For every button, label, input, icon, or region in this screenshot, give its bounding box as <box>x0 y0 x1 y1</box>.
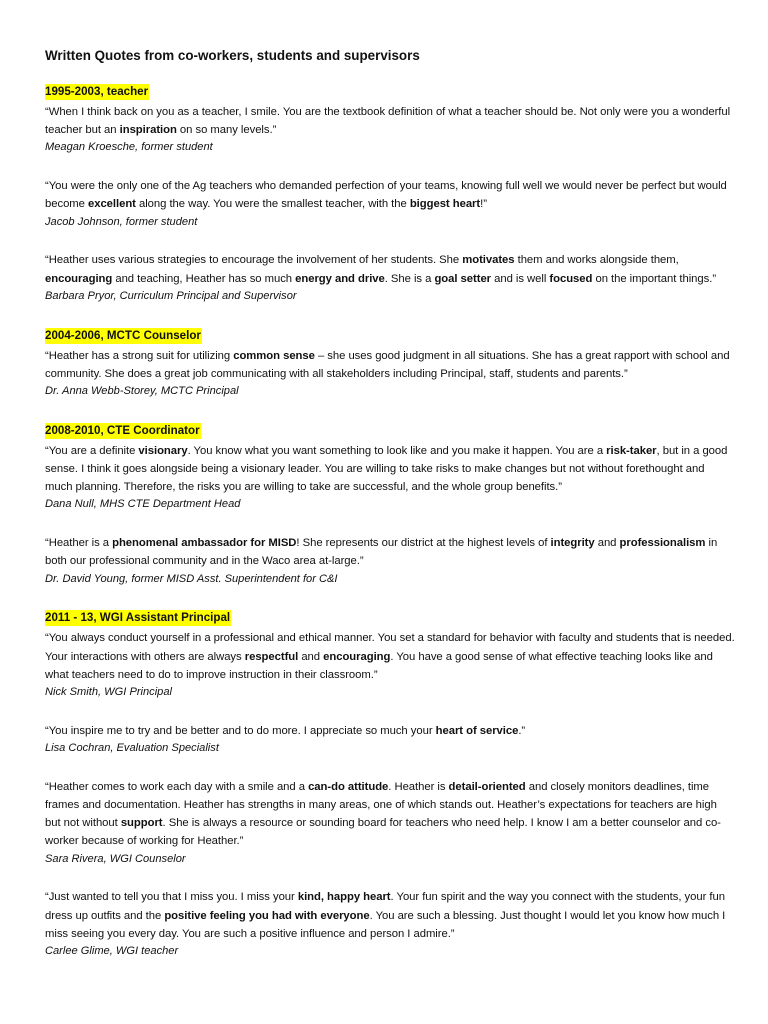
emphasized-phrase: integrity <box>550 537 595 550</box>
emphasized-phrase: common sense <box>233 349 315 362</box>
quote-attribution: Dr. Anna Webb-Storey, MCTC Principal <box>45 385 239 398</box>
quote-fragment: them and works alongside them, <box>514 254 679 267</box>
quote-text <box>45 888 735 943</box>
quote-text <box>45 534 735 570</box>
quote-fragment: on so many levels.” <box>176 124 277 137</box>
quote-fragment: . You have a good sense of what effective teaching looks like and what teachers need to do to improve instruction in their classroom.” <box>45 650 713 681</box>
quote-fragment: “You are a definite <box>45 444 139 457</box>
emphasized-phrase: respectful <box>244 650 299 663</box>
emphasized-phrase: support <box>120 817 163 830</box>
quote-block <box>45 442 735 514</box>
section <box>45 326 735 401</box>
quote-fragment: on the important things.” <box>592 272 717 285</box>
emphasized-phrase: inspiration <box>119 124 177 137</box>
quote-fragment: in both our professional community and in the Waco area at-large.” <box>45 537 718 568</box>
quote-fragment: “You were the only one of the Ag teachers who demanded perfection of your teams, knowing full well we would never be perfect but would become <box>45 180 727 211</box>
quote-text <box>45 251 735 287</box>
quote-fragment: , but in a good sense. I think it goes alongside being a visionary leader. You are willing to take risks to make changes but not without forethought and much planning. Therefore, the risks you are willing to take are successful, and the whole group benefits.” <box>45 444 728 494</box>
emphasized-phrase: encouraging <box>323 650 391 663</box>
emphasized-phrase: can-do attitude <box>308 780 389 793</box>
section-heading: 2008-2010, CTE Coordinator <box>45 423 200 437</box>
quote-fragment: !” <box>480 198 487 211</box>
quote-fragment: along the way. You were the smallest teacher, with the <box>135 198 410 211</box>
quote-block <box>45 534 735 588</box>
emphasized-phrase: encouraging <box>45 272 113 285</box>
quote-attribution: Sara Rivera, WGI Counselor <box>45 852 186 865</box>
sections-container <box>45 82 735 961</box>
quote-fragment: ! She represents our district at the highest levels of <box>296 537 551 550</box>
document-title: Written Quotes from co-workers, students and supervisors <box>45 48 420 63</box>
quote-fragment: . You are such a blessing. Just thought I would let you know how much I miss seeing you every day. You are such a positive influence and person I admire.” <box>45 909 726 940</box>
quote-block <box>45 778 735 869</box>
quote-fragment: .” <box>518 724 526 737</box>
quote-fragment: and closely monitors deadlines, time frames and documentation. Heather has strengths in many areas, one of which stands out. Heather’s expectations for teachers are high but not without <box>45 780 717 830</box>
quote-attribution: Dr. David Young, former MISD Asst. Superintendent for C&I <box>45 572 338 585</box>
quote-fragment: . Heather is <box>388 780 449 793</box>
emphasized-phrase: focused <box>549 272 593 285</box>
emphasized-phrase: kind, happy heart <box>297 891 391 904</box>
section-heading: 1995-2003, teacher <box>45 85 149 98</box>
quote-block <box>45 347 735 401</box>
quote-fragment: – she uses good judgment in all situations. She has a great rapport with school and community. She does a great job communicating with all stakeholders including Principal, staff, students and parents.” <box>45 349 730 380</box>
quote-fragment: . She is a <box>384 272 435 285</box>
emphasized-phrase: detail-oriented <box>448 780 526 793</box>
quote-text <box>45 442 735 497</box>
quote-block <box>45 177 735 231</box>
quote-fragment: “Just wanted to tell you that I miss you. I miss your <box>45 891 298 904</box>
quote-block <box>45 629 735 701</box>
emphasized-phrase: heart of service <box>435 724 519 737</box>
emphasized-phrase: positive feeling you had with everyone <box>164 909 370 922</box>
quote-block <box>45 103 735 157</box>
quote-block <box>45 251 735 305</box>
quote-fragment: “Heather uses various strategies to encourage the involvement of her students. She <box>45 254 463 267</box>
quote-text <box>45 347 735 383</box>
section-heading: 2004-2006, MCTC Counselor <box>45 328 201 342</box>
quote-fragment: “Heather is a <box>45 537 113 550</box>
emphasized-phrase: excellent <box>87 198 136 211</box>
quote-attribution: Lisa Cochran, Evaluation Specialist <box>45 742 219 755</box>
emphasized-phrase: visionary <box>138 444 188 457</box>
emphasized-phrase: motivates <box>462 254 515 267</box>
emphasized-phrase: risk-taker <box>606 444 657 457</box>
document-page <box>45 46 735 981</box>
quote-fragment: “You always conduct yourself in a professional and ethical manner. You set a standard for behavior with faculty and students that is needed. Your interactions with others are always <box>45 632 735 663</box>
quote-fragment: and <box>594 537 620 550</box>
emphasized-phrase: phenomenal ambassador for MISD <box>112 537 297 550</box>
quote-text <box>45 778 735 851</box>
quote-attribution: Carlee Glime, WGI teacher <box>45 945 179 958</box>
quote-block <box>45 888 735 960</box>
quote-text <box>45 103 735 139</box>
quote-fragment: and is well <box>491 272 550 285</box>
quote-fragment: “Heather has a strong suit for utilizing <box>45 349 234 362</box>
quote-fragment: and teaching, Heather has so much <box>112 272 296 285</box>
quote-block <box>45 722 735 758</box>
quote-attribution: Meagan Kroesche, former student <box>45 141 213 154</box>
quote-fragment: . She is always a resource or sounding board for teachers who need help. I know I am a better counselor and co-worker because of working for Heather.” <box>45 817 721 848</box>
section <box>45 421 735 589</box>
quote-fragment: “You inspire me to try and be better and to do more. I appreciate so much your <box>45 724 436 737</box>
quote-attribution: Nick Smith, WGI Principal <box>45 686 172 699</box>
quote-attribution: Barbara Pryor, Curriculum Principal and Supervisor <box>45 289 297 302</box>
section <box>45 608 735 960</box>
section-heading: 2011 - 13, WGI Assistant Principal <box>45 611 231 625</box>
quote-attribution: Dana Null, MHS CTE Department Head <box>45 498 241 511</box>
quote-fragment: . Your fun spirit and the way you connect with the students, your fun dress up outfits and the <box>45 891 725 922</box>
quote-text <box>45 177 735 213</box>
quote-fragment: and <box>298 650 324 663</box>
emphasized-phrase: professionalism <box>619 537 706 550</box>
section <box>45 82 735 306</box>
quote-text <box>45 629 735 684</box>
quote-attribution: Jacob Johnson, former student <box>45 215 198 228</box>
quote-text <box>45 722 735 740</box>
quote-fragment: “Heather comes to work each day with a smile and a <box>45 780 309 793</box>
quote-fragment: . You know what you want something to look like and you make it happen. You are a <box>187 444 607 457</box>
emphasized-phrase: goal setter <box>434 272 492 285</box>
emphasized-phrase: energy and drive <box>295 272 385 285</box>
quote-fragment: “When I think back on you as a teacher, I smile. You are the textbook definition of what a teacher should be. Not only were you a wonderful teacher but an <box>45 106 731 137</box>
emphasized-phrase: biggest heart <box>409 198 481 211</box>
